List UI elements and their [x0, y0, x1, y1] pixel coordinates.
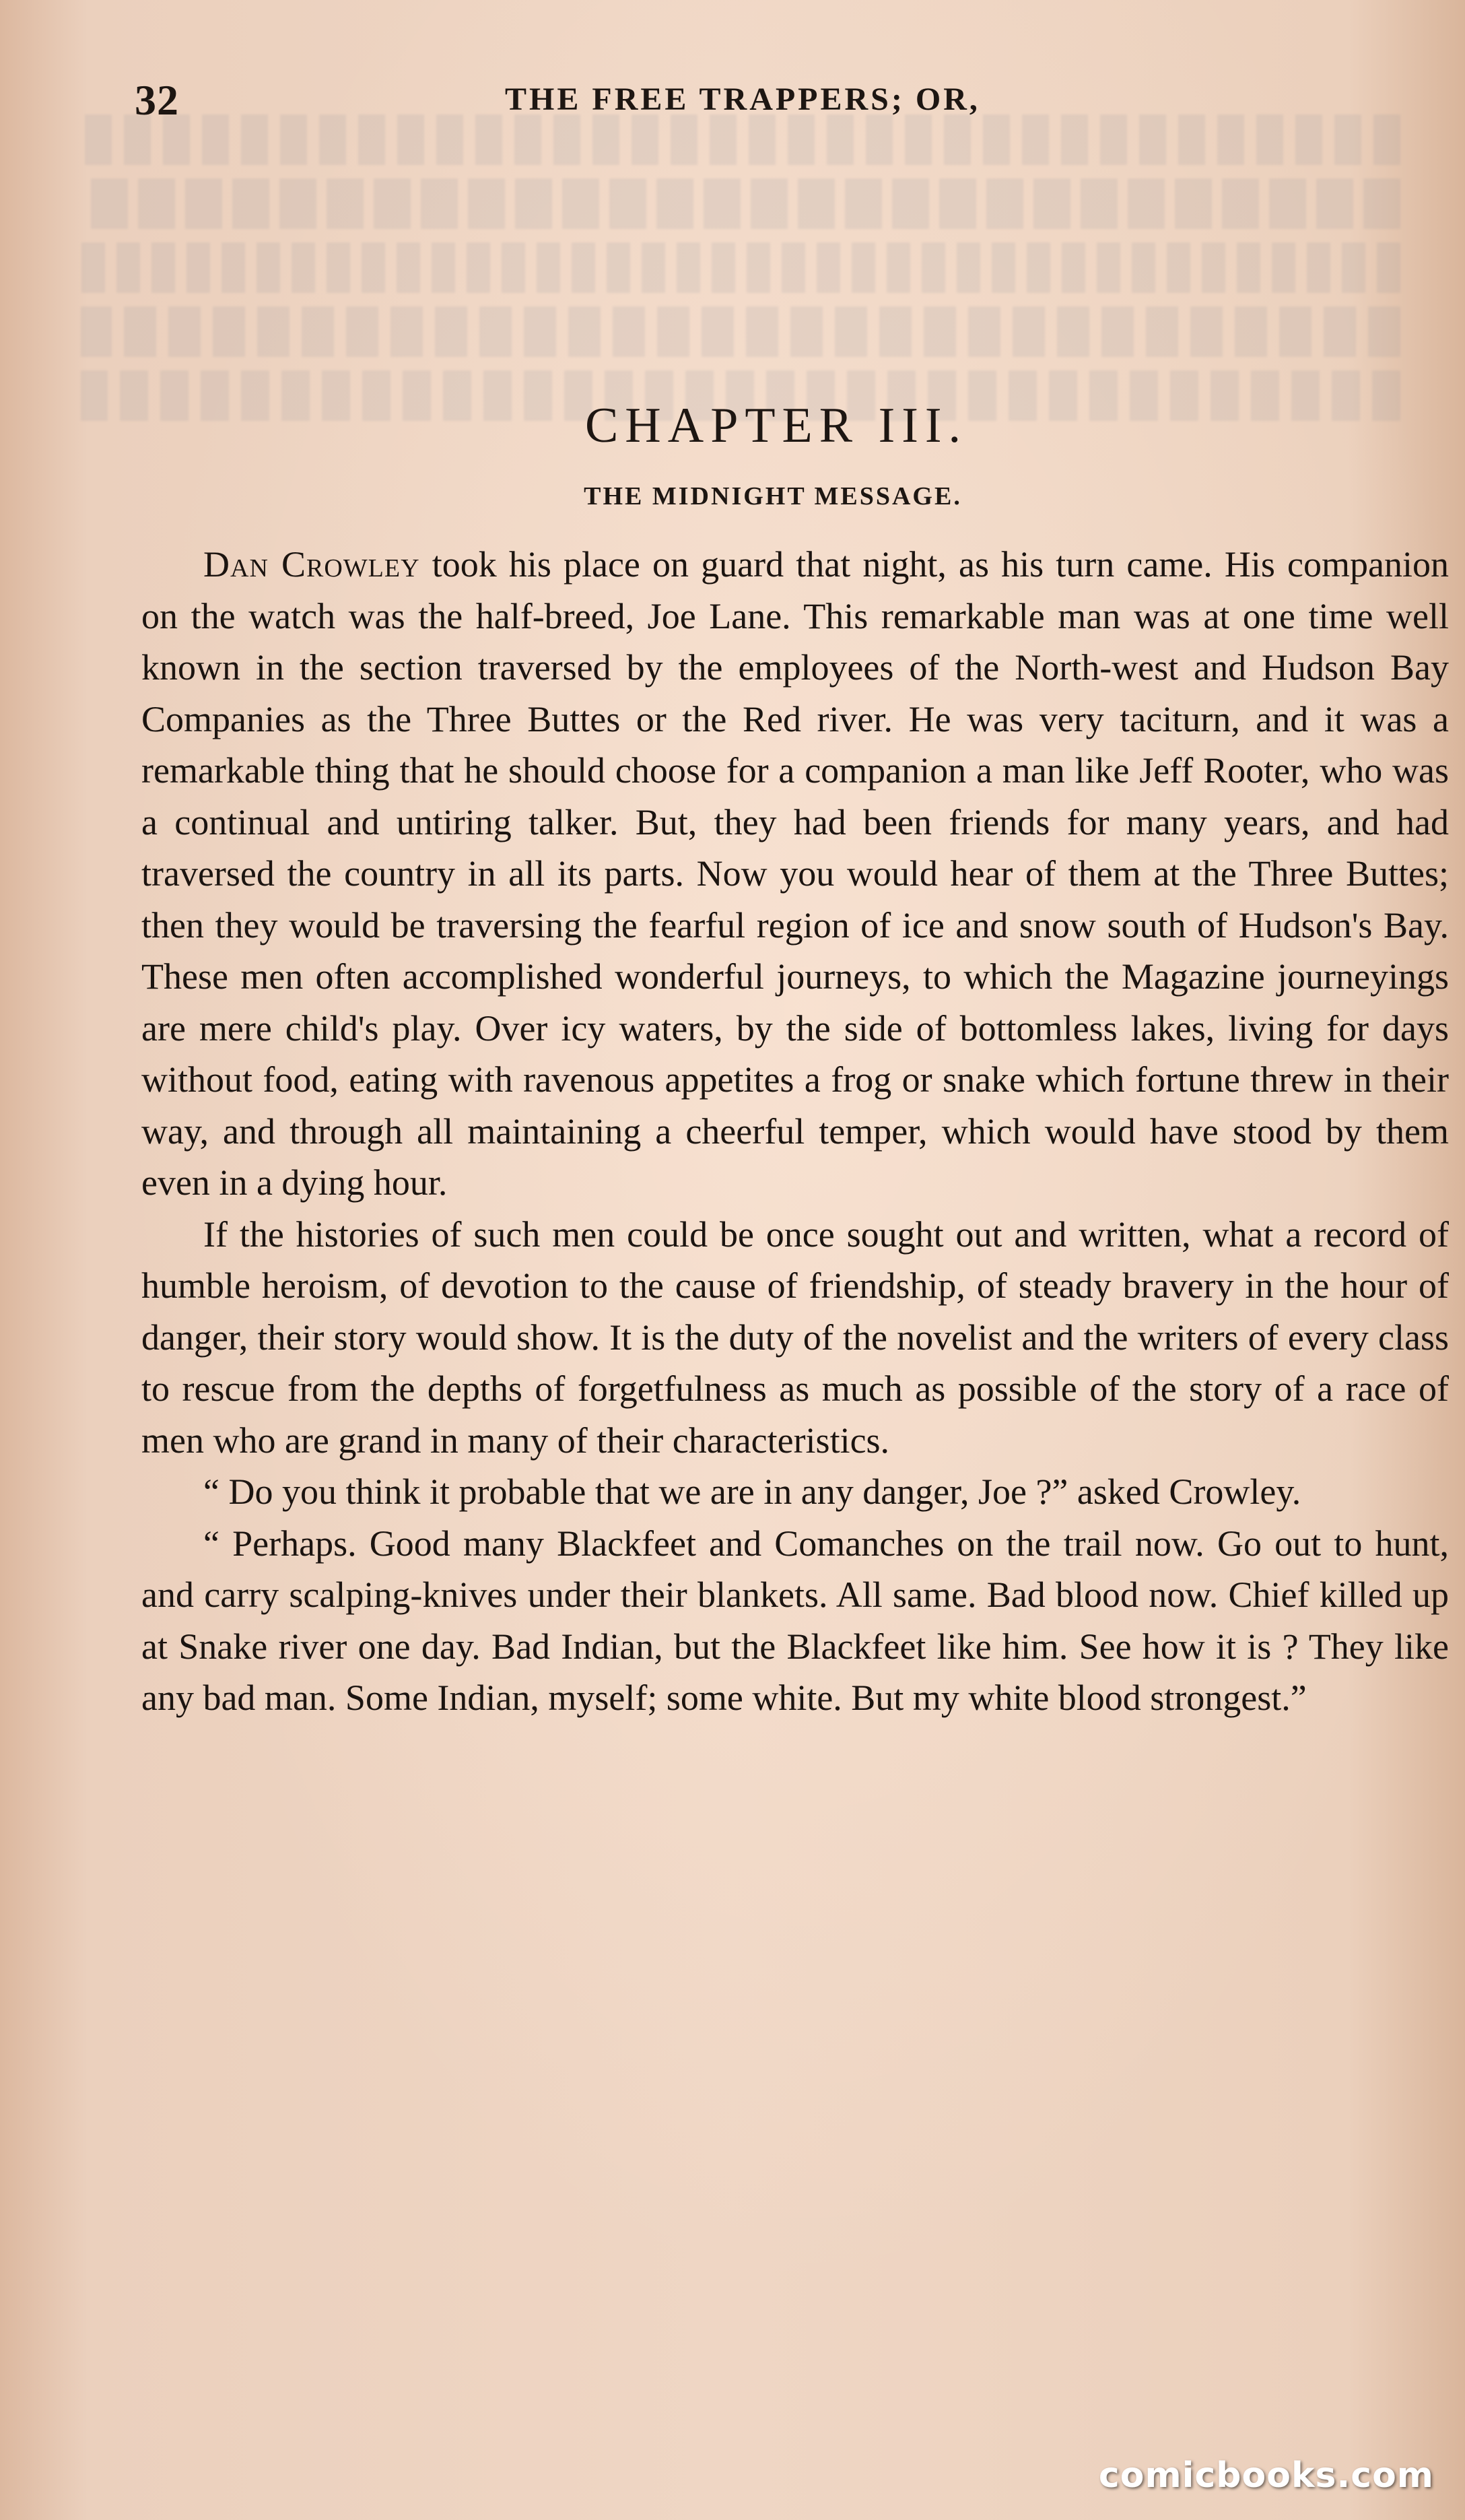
- running-head: [135, 75, 1400, 124]
- paragraph-2: [141, 1209, 1449, 1467]
- paragraph-text: If the histories of such men could be once sought out and written, what a record of humble heroism, of devotion to the cause of friendship, of steady bravery in the hour of danger, their story would show. It is the duty of the novelist and the writers of every class to rescue from the depths of forgetfulness as much as possible of the story of a race of men who are grand in many of their characteristics.: [141, 1214, 1449, 1461]
- paragraph-text: “ Perhaps. Good many Blackfeet and Comanches on the trail now. Go out to hunt, and carry scalping-knives under their blankets. All same. Bad blood now. Chief killed up at Snake river one day. Bad Indian, but the Blackfeet like him. See how it is ? They like any bad man. Some Indian, myself; some white. But my white blood strongest.”: [141, 1523, 1449, 1718]
- chapter-subtitle: THE MIDNIGHT MESSAGE.: [584, 482, 962, 510]
- watermark: comicbooks.com: [1098, 2455, 1434, 2496]
- paragraph-3: [141, 1466, 1449, 1518]
- page-number: 32: [135, 76, 179, 124]
- paragraph-4: [141, 1518, 1449, 1724]
- running-title: THE FREE TRAPPERS; OR,: [505, 81, 980, 117]
- chapter-title: CHAPTER III.: [584, 398, 968, 453]
- paragraph-1: [141, 539, 1449, 1209]
- body-text: [141, 539, 1449, 1724]
- paragraph-text: took his place on guard that night, as his turn came. His companion on the watch was the half-breed, Joe Lane. This remarkable man was at one time well known in the section traversed by the employees of the North-west and Hudson Bay Companies as the Three Buttes or the Red river. He was very taciturn, and it was a remarkable thing that he should choose for a companion a man like Jeff Rooter, who was a continual and untiring talker. But, they had been friends for many years, and had traversed the country in all its parts. Now you would hear of them at the Three Buttes; then they would be traversing the fearful region of ice and snow south of Hudson's Bay. These men often accomplished wonderful journeys, to which the Magazine journeyings are mere child's play. Over icy waters, by the side of bottomless lakes, living for days without food, eating with ravenous appetites a frog or snake which fortune threw in their way, and through all maintaining a cheerful temper, which would have stood by them even in a dying hour.: [141, 544, 1449, 1203]
- paragraph-text: “ Do you think it probable that we are in any danger, Joe ?” asked Crowley.: [203, 1471, 1301, 1512]
- paragraph-lead-words: Dan Crowley: [203, 544, 420, 585]
